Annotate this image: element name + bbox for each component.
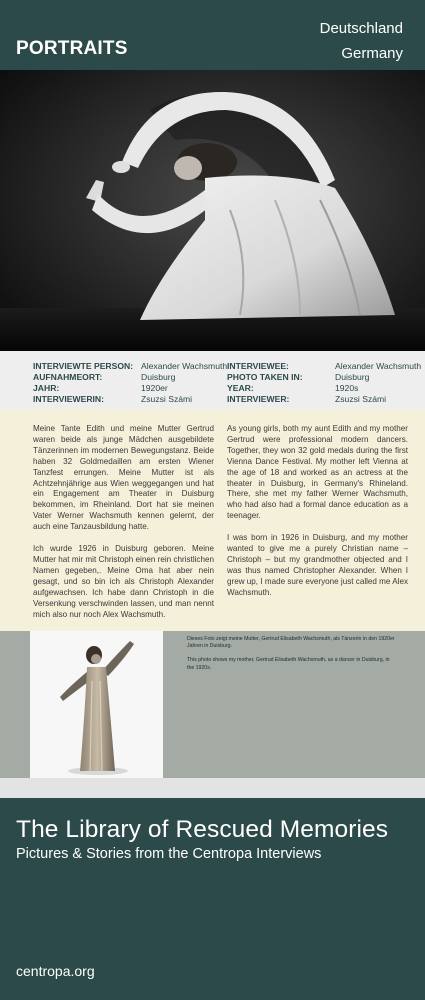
info-label: INTERVIEWTE PERSON:: [33, 361, 134, 371]
section-title: PORTRAITS: [16, 38, 128, 59]
interview-info-table: [0, 351, 425, 409]
info-label: INTERVIEWEE:: [227, 361, 289, 371]
footer-bar: [0, 798, 425, 1000]
caption-english: This photo shows my mother, Gertrud Elisabeth Wachsmuth, as a dancer in Duisburg, in the 1920s.: [187, 657, 390, 671]
info-label: PHOTO TAKEN IN:: [227, 372, 303, 382]
series-title: The Library of Rescued Memories: [16, 816, 389, 843]
hero-photo: [0, 70, 425, 351]
country-label: [320, 16, 403, 66]
info-value: 1920s: [335, 383, 359, 393]
story-paragraph: As young girls, both my aunt Edith and my mother Gertrud were professional modern dancers. Together, they won 32 gold medals during the first Vienna Dance Festival. My mother left Vienna at the age of 18 and worked as an actress at the theater in Duisburg, in Germany's Rhineland. There, she met my father Werner Wachsmuth, who had also had a formal dance education as a teenager.: [227, 424, 408, 521]
info-value: Zsuzsi Számi: [335, 394, 387, 404]
dancer-standing-illustration: [30, 631, 163, 778]
spacer: [0, 778, 425, 798]
secondary-photo-band: [0, 631, 425, 778]
caption-german: Dieses Foto zeigt meine Mutter, Gertrud Elisabeth Wachsmuth, als Tänzerin in den 1920er Jahren in Duisburg.: [187, 636, 395, 650]
info-label: AUFNAHMEORT:: [33, 372, 103, 382]
info-value: Duisburg: [335, 372, 370, 382]
info-value: Alexander Wachsmuth: [141, 361, 228, 371]
story-german: [33, 424, 214, 631]
story-english: [227, 424, 408, 610]
info-label: INTERVIEWER:: [227, 394, 290, 404]
series-subtitle: Pictures & Stories from the Centropa Interviews: [16, 846, 322, 862]
story-paragraph: Ich wurde 1926 in Duisburg geboren. Meine Mutter hat mir mit Christoph einen rein christlichen Namen gegeben,. Meine Oma hat aber nein gesagt, und so bin ich als Christoph Alexander aufgewachsen. Ich habe dann Christoph in die Versenkung verschwinden lassen, und man nennt mich also nur noch Alex Wachsmuth.: [33, 544, 214, 619]
info-value: Duisburg: [141, 372, 176, 382]
info-value: Zsuzsi Számi: [141, 394, 193, 404]
country-en: Germany: [341, 45, 403, 62]
country-de: Deutschland: [319, 20, 403, 37]
info-label: JAHR:: [33, 383, 60, 393]
photo-caption: [187, 636, 397, 679]
header-bar: [0, 0, 425, 70]
info-label: YEAR:: [227, 383, 254, 393]
story-paragraph: Meine Tante Edith und meine Mutter Gertrud waren beide als junge Mädchen ausgebildete Tänzerinnen im modernen Bewegungstanz. Beide haben 32 Goldmedaillen am ersten Wiener Tanzfest errungen. Meine Mutter ist als Achtzehnjährige aus Wien weggegangen und hat ein Engagement am Theater in Duisburg bekommen, im Rheinland. Dort hat sie meinen Vater Werner Wachsmuth kennen gelernt, der auch eine Tanzausbildung hatte.: [33, 424, 214, 532]
secondary-photo: [30, 631, 163, 778]
dancer-photo-illustration: [0, 70, 425, 351]
info-label: INTERVIEWERIN:: [33, 394, 104, 404]
story-paragraph: I was born in 1926 in Duisburg, and my mother wanted to give me a purely Christian name – Christoph – but my grandmother objected and I was thus named Christopher Alexander. When I grew up, I made sure everyone just called me Alex Wachsmuth.: [227, 533, 408, 597]
story-section: [0, 409, 425, 631]
website-link[interactable]: centropa.org: [16, 963, 95, 979]
info-value: 1920er: [141, 383, 168, 393]
info-value: Alexander Wachsmuth: [335, 361, 422, 371]
